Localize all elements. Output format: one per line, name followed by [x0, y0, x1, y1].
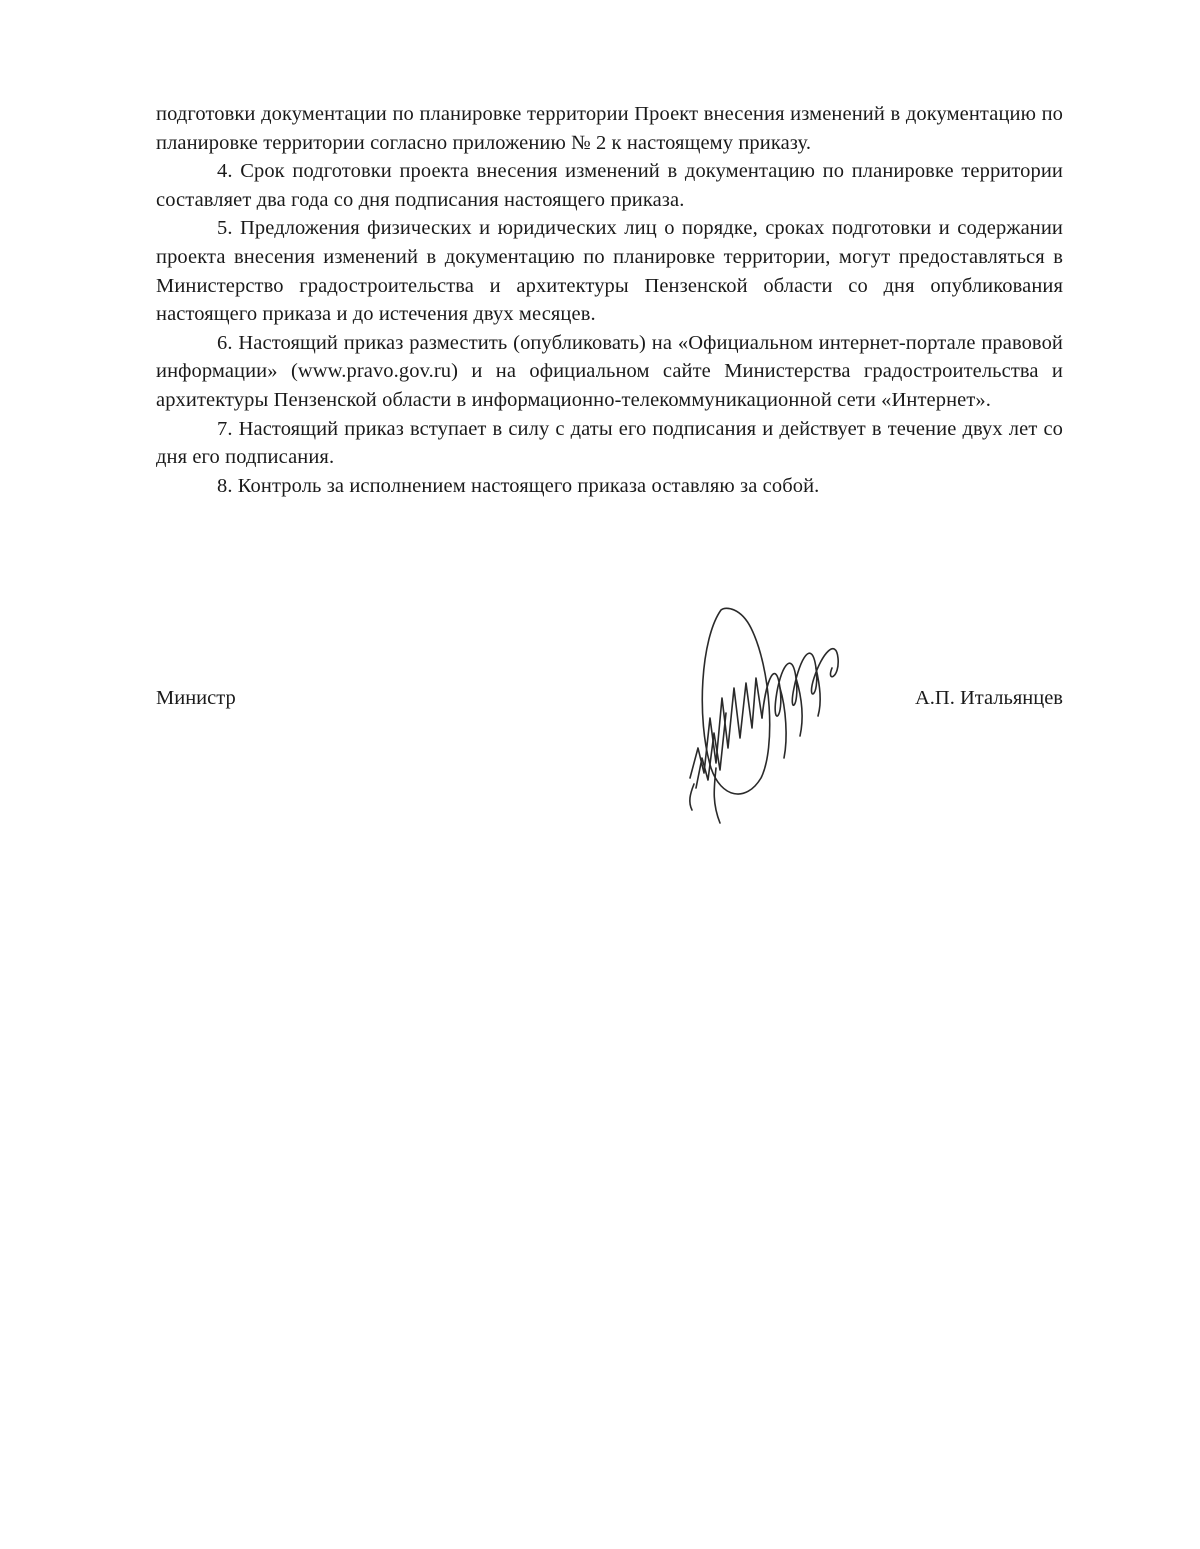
handwritten-signature: [676, 598, 856, 830]
paragraph-item-7: 7. Настоящий приказ вступает в силу с даты его подписания и действует в течение двух лет со дня его подписания.: [156, 417, 1063, 469]
paragraph-item-4: 4. Срок подготовки проекта внесения изменений в документацию по планировке территории составляет два года со дня подписания настоящего приказа.: [156, 160, 1063, 211]
document-body: [156, 100, 1063, 500]
signatory-title: Министр: [156, 687, 236, 709]
paragraph-continuation: подготовки документации по планировке территории Проект внесения изменений в документацию по планировке территории согласно приложению № 2 к настоящему приказу.: [156, 103, 1063, 154]
signatory-name: А.П. Итальянцев: [914, 687, 1063, 709]
paragraph-item-6: 6. Настоящий приказ разместить (опубликовать) на «Официальном интернет-портале правовой информации» (www.pravo.gov.ru) и на официальном сайте Министерства градостроительства и архитектуры Пензенской области в информационно-телекоммуникационной сети «Интернет».: [156, 331, 1063, 411]
paragraph-item-8: 8. Контроль за исполнением настоящего приказа оставляю за собой.: [217, 474, 820, 497]
paragraph-item-5: 5. Предложения физических и юридических лиц о порядке, сроках подготовки и содержании проекта внесения изменений в документацию по планировке территории, могут предоставляться в Министерство градостроительства и архитектуры Пензенской области со дня опубликования настоящего приказа и до истечения двух месяцев.: [156, 217, 1063, 326]
